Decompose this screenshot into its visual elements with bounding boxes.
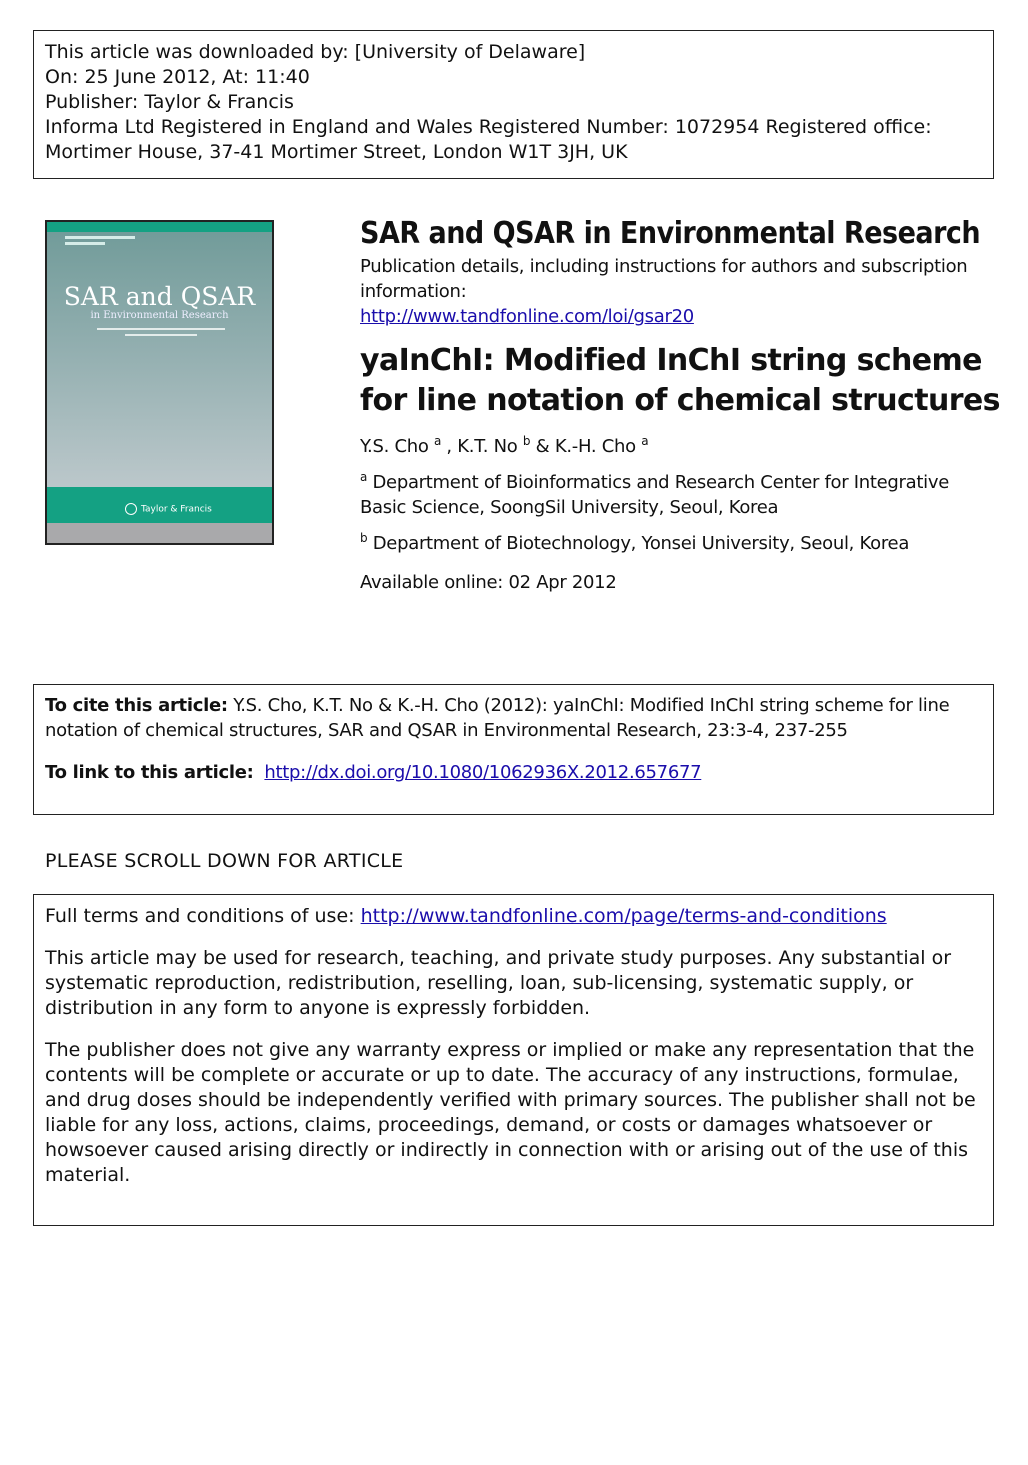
author-name: K.T. No xyxy=(457,436,518,457)
cite-label: To cite this article: xyxy=(45,695,228,716)
article-title: yaInChI: Modified InChI string scheme for line notation of chemical structures xyxy=(360,343,1000,418)
affiliation-a: $^a$ Department of Bioinformatics and Research Center for Integrative Basic Science, SoongSil University, Seoul, Korea xyxy=(360,470,949,518)
journal-title: SAR and QSAR in Environmental Research xyxy=(360,216,981,251)
doi-link[interactable]: http://dx.doi.org/10.1080/1062936X.2012.657677 xyxy=(264,762,702,783)
cover-title: SAR and QSAR xyxy=(63,282,256,311)
link-label: To link to this article: xyxy=(45,762,254,783)
terms-disclaimer-paragraph: The publisher does not give any warranty express or implied or make any representation that the contents will be complete or accurate or up to date. The accuracy of any instructions, formulae, and drug doses should be independently verified with primary sources. The publisher shall not be liable for any loss, actions, claims, proceedings, demand, or costs or damages whatsoever or howsoever caused arising directly or indirectly in connection with or arising out of the use of this material. xyxy=(45,1039,976,1186)
download-line-date: On: 25 June 2012, At: 11:40 xyxy=(45,66,310,88)
article-header xyxy=(360,214,1000,595)
cover-publisher-logo: Taylor & Francis xyxy=(125,503,212,515)
author-name: Y.S. Cho xyxy=(360,436,429,457)
scroll-down-note: PLEASE SCROLL DOWN FOR ARTICLE xyxy=(45,850,404,872)
journal-url-link[interactable]: http://www.tandfonline.com/loi/gsar20 xyxy=(360,306,694,327)
terms-usage-paragraph: This article may be used for research, teaching, and private study purposes. Any substantial or systematic reproduction, redistribution, reselling, loan, sub-licensing, systematic supply, or distribution in any form to anyone is expressly forbidden. xyxy=(45,947,952,1019)
cite-reference: Y.S. Cho, K.T. No & K.-H. Cho (2012): yaInChI: Modified InChI string scheme for line notation of chemical structures, SAR and QSAR in Environmental Research, 23:3-4, 237-255 xyxy=(45,695,950,741)
download-line-institution: This article was downloaded by: [University of Delaware] xyxy=(45,41,586,63)
download-line-registration: Informa Ltd Registered in England and Wales Registered Number: 1072954 Registered office: Mortimer House, 37-41 Mortimer Street, London W1T 3JH, UK xyxy=(45,116,932,163)
download-line-publisher: Publisher: Taylor & Francis xyxy=(45,91,294,113)
author-affiliation-mark: a xyxy=(433,434,442,448)
affiliation-b: $^b$ Department of Biotechnology, Yonsei University, Seoul, Korea xyxy=(360,531,910,554)
available-online-date: Available online: 02 Apr 2012 xyxy=(360,572,617,593)
author-name: K.-H. Cho xyxy=(554,436,636,457)
terms-box xyxy=(33,894,994,1226)
download-notice-box xyxy=(33,30,994,179)
author-affiliation-mark: a xyxy=(641,434,649,448)
journal-cover-image xyxy=(45,220,274,545)
terms-link-row xyxy=(45,904,982,929)
publication-details: Publication details, including instructions for authors and subscription information: xyxy=(360,256,968,302)
terms-prefix: Full terms and conditions of use: xyxy=(45,905,355,927)
cover-top-band xyxy=(47,222,272,232)
author-list: Y.S. Cho $^a$ , K.T. No $^b$ & K.-H. Cho $^a$ xyxy=(360,434,649,457)
citation-text xyxy=(45,693,982,743)
citation-box xyxy=(33,684,994,815)
publisher-logo-icon xyxy=(125,503,137,515)
author-affiliation-mark: b xyxy=(522,434,531,448)
cover-subtitle: in Environmental Research xyxy=(90,310,229,321)
article-link-row xyxy=(45,760,982,785)
terms-link[interactable]: http://www.tandfonline.com/page/terms-and-conditions xyxy=(360,905,887,927)
